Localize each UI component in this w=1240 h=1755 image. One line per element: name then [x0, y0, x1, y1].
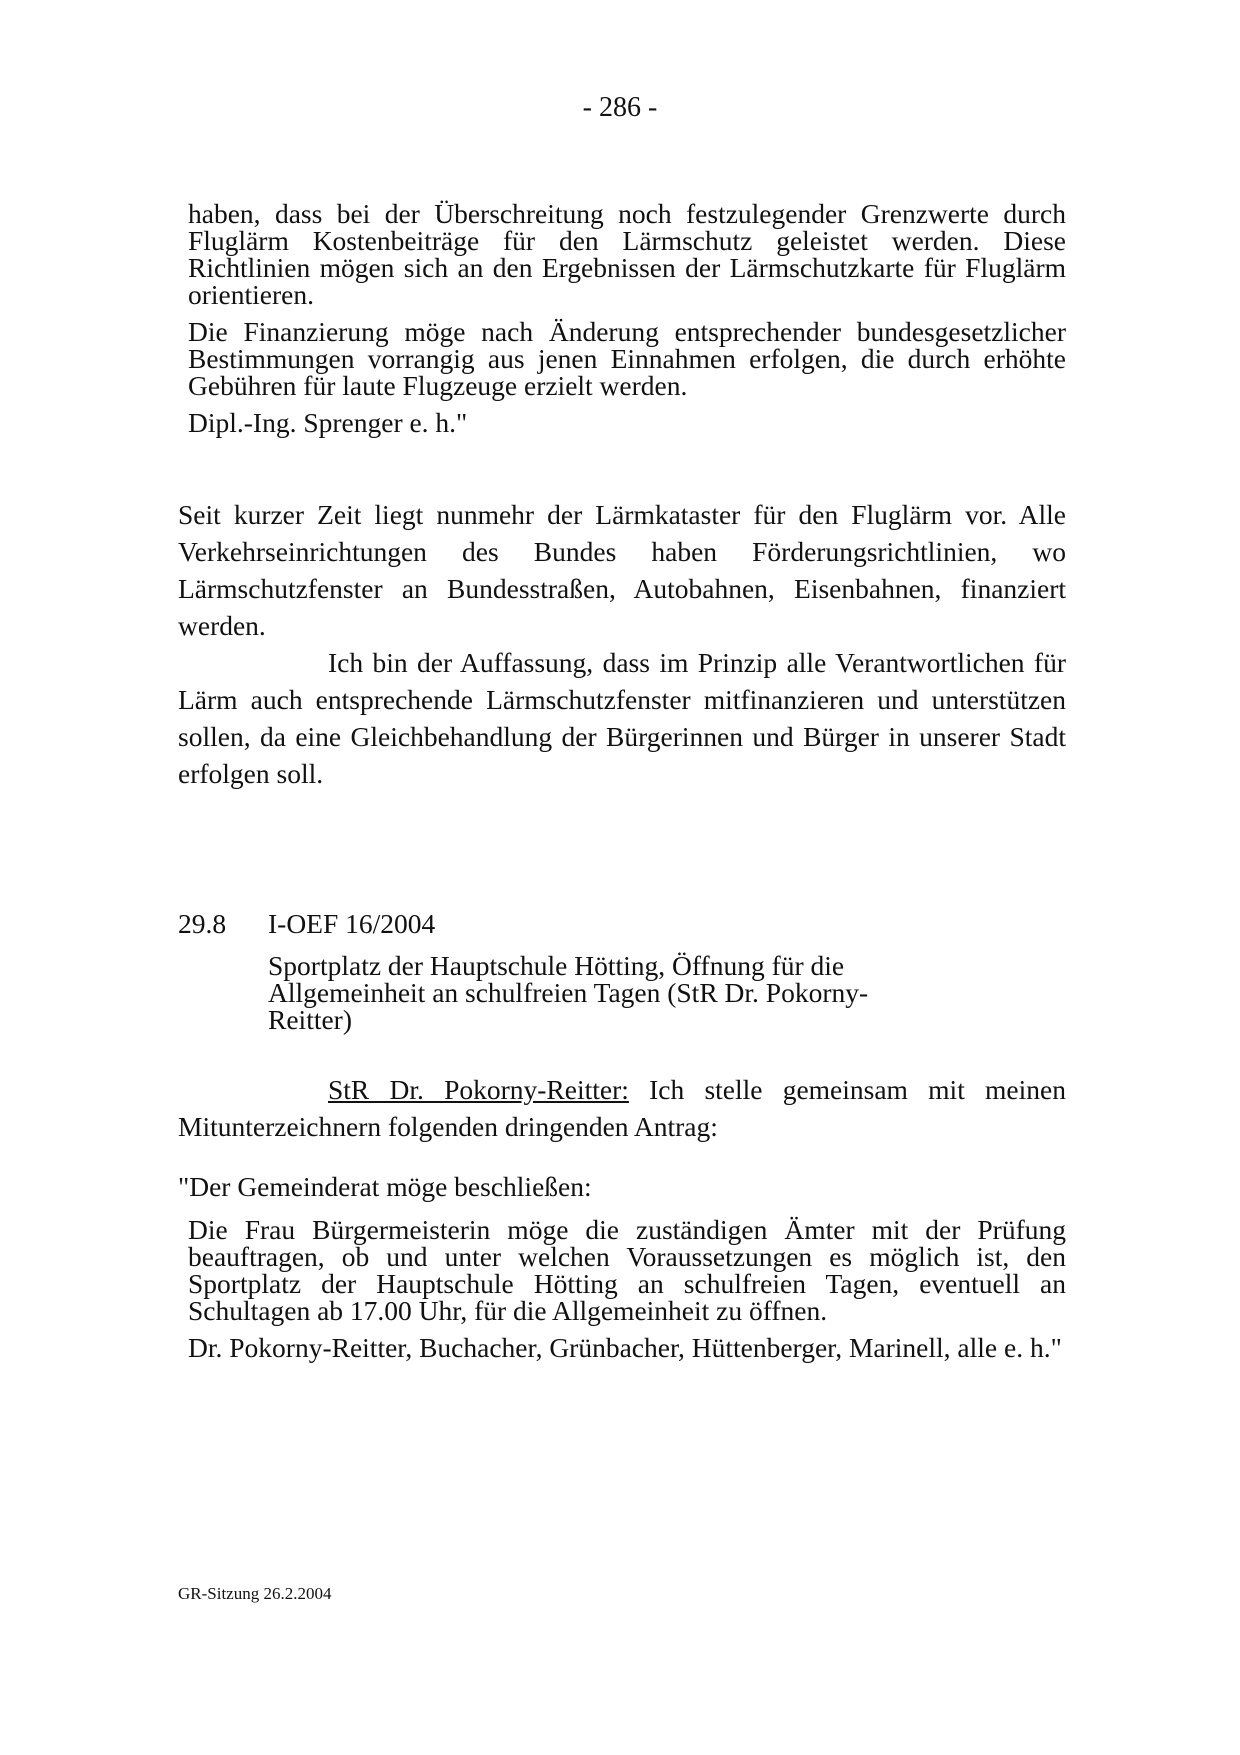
quote-paragraph: haben, dass bei der Überschreitung noch festzulegender Grenzwerte durch Fluglärm Kostenbeiträge für den Lärmschutz geleistet werden. Diese Richtlinien mögen sich an den Ergebnissen der Lärmschutzkarte für Fluglärm orientieren.: [188, 198, 1066, 310]
page-number: - 286 -: [582, 92, 658, 123]
body-paragraph: Ich bin der Auffassung, dass im Prinzip alle Verantwortlichen für Lärm auch entsprechende Lärmschutzfenster mitfinanzieren und unterstützen sollen, da eine Gleichbehandlung der Bürgerinnen und Bürger in unserer Stadt erfolgen soll.: [178, 647, 1066, 789]
motion-intro-block: [178, 1168, 1066, 1205]
speaker-name: StR Dr. Pokorny-Reitter:: [328, 1074, 629, 1105]
motion-intro: "Der Gemeinderat möge beschließen:: [178, 1171, 592, 1202]
agenda-item-title: Sportplatz der Hauptschule Hötting, Öffnung für die Allgemeinheit an schulfreien Tagen (StR Dr. Pokorny-Reitter): [268, 950, 869, 1035]
quote-paragraph: Die Frau Bürgermeisterin möge die zuständigen Ämter mit der Prüfung beauftragen, ob und unter welchen Voraussetzungen es möglich ist, den Sportplatz der Hauptschule Hötting an schulfreien Tagen, eventuell an Schultagen ab 17.00 Uhr, für die Allgemeinheit zu öffnen.: [188, 1214, 1066, 1326]
statement-text: Ich stelle gemeinsam mit meinen Mitunterzeichnern folgenden dringenden Antrag:: [178, 1074, 1066, 1142]
statement: [178, 1071, 1066, 1145]
body-paragraph: Seit kurzer Zeit liegt nunmehr der Lärmkataster für den Fluglärm vor. Alle Verkehrseinrichtungen des Bundes haben Förderungsrichtlinien, wo Lärmschutzfenster an Bundesstraßen, Autobahnen, Eisenbahnen, finanziert werden.: [178, 499, 1066, 641]
quote-signatures: Dr. Pokorny-Reitter, Buchacher, Grünbacher, Hüttenberger, Marinell, alle e. h.": [188, 1332, 1062, 1363]
statement-paragraph: [178, 1071, 1066, 1145]
agenda-item-number: 29.8: [178, 908, 227, 939]
footer: GR-Sitzung 26.2.2004: [178, 1584, 332, 1603]
speech-text: [178, 496, 1066, 792]
quoted-motion-continuation: [188, 200, 1066, 446]
agenda-item-code: I-OEF 16/2004: [268, 908, 436, 939]
quoted-motion: [188, 1216, 1066, 1371]
quote-paragraph: Die Finanzierung möge nach Änderung entsprechender bundesgesetzlicher Bestimmungen vorrangig aus jenen Einnahmen erfolgen, die durch erhöhte Gebühren für laute Flugzeuge erzielt werden.: [188, 316, 1066, 401]
quote-signature: Dipl.-Ing. Sprenger e. h.": [188, 407, 468, 438]
